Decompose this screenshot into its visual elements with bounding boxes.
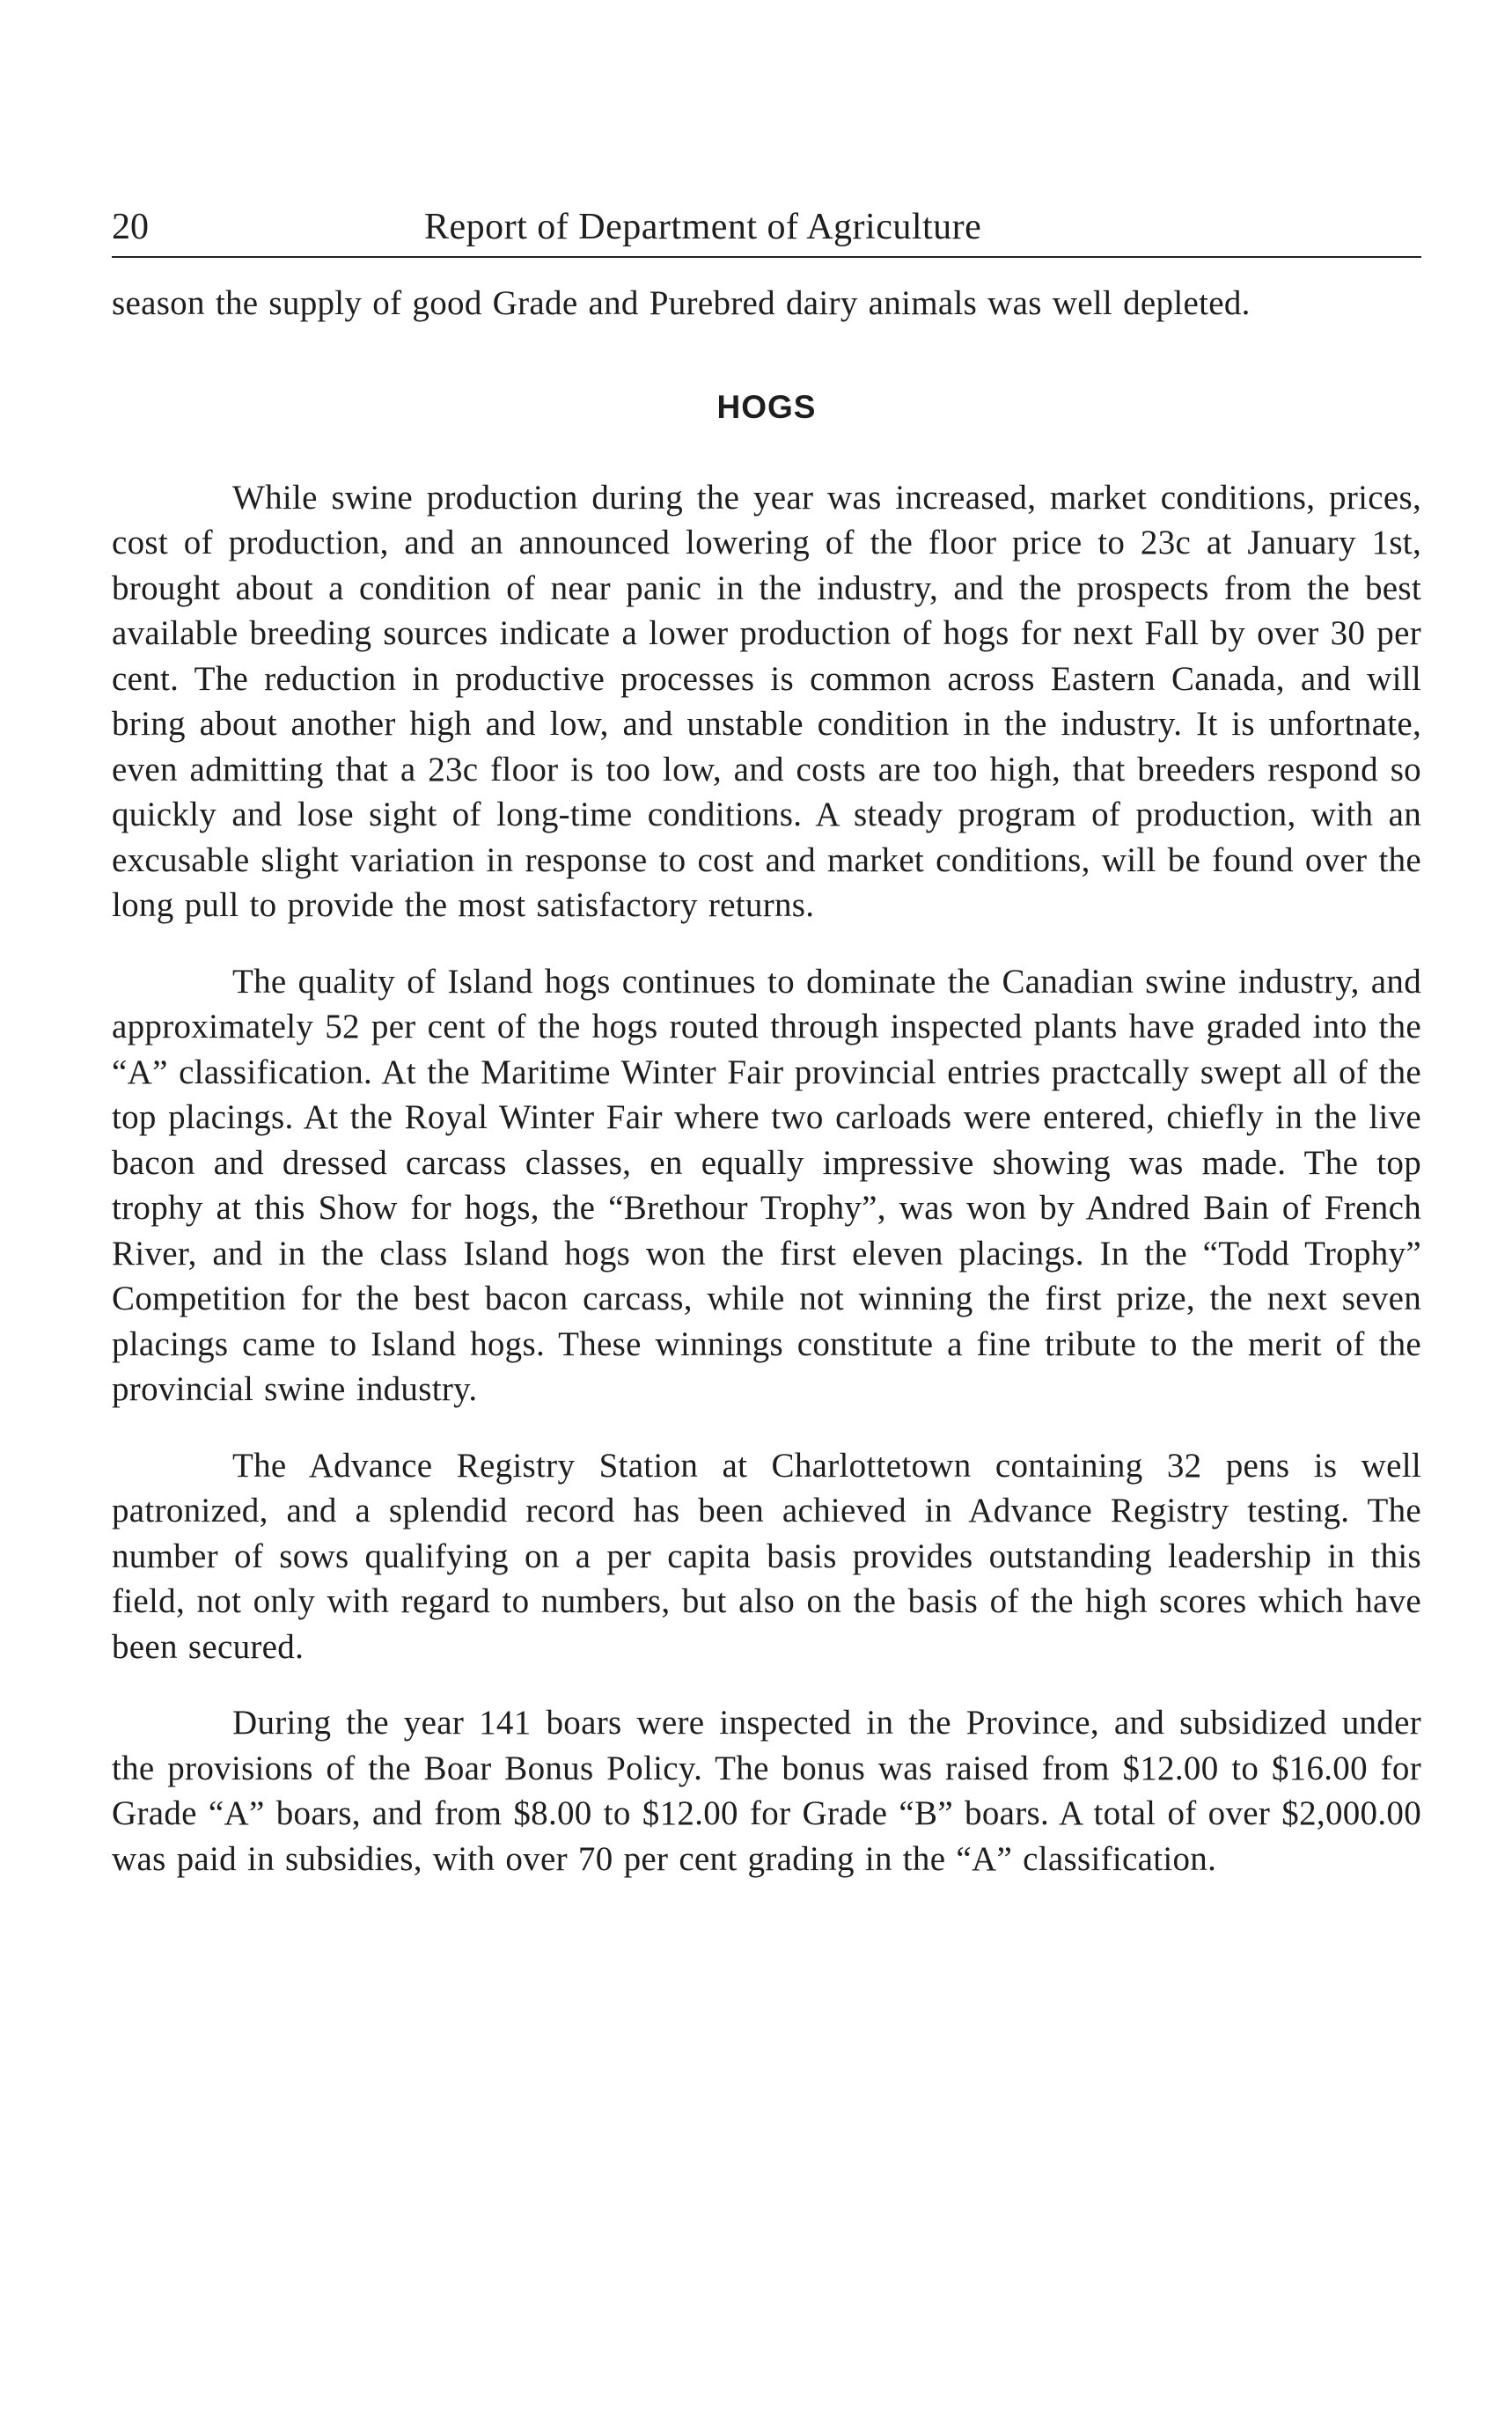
- section-heading: HOGS: [716, 388, 817, 425]
- running-header: [112, 198, 1421, 258]
- paragraph-swine-production: While swine production during the year was increased, market conditions, prices, cost of production, and an announced lowering of the floor price to 23c at January 1st, brought about a condition of near panic in the industry, and the prospects from the best available breeding sources indicate a lower production of hogs for next Fall by over 30 per cent. The reduction in productive processes is common across Eastern Canada, and will bring about another high and low, and unstable condition in the industry. It is unfortnate, even admitting that a 23c floor is too low, and costs are too high, that breeders respond so quickly and lose sight of long-time conditions. A steady program of production, with an excusable slight variation in response to cost and market conditions, will be found over the long pull to provide the most satisfactory returns.: [112, 478, 1421, 924]
- document-page: [112, 198, 1421, 1882]
- paragraph-boar-bonus: During the year 141 boars were inspected in the Province, and subsidized under the provisions of the Boar Bonus Policy. The bonus was raised from $12.00 to $16.00 for Grade “A” boars, and from $8.00 to $12.00 for Grade “B” boars. A total of over $2,000.00 was paid in subsidies, with over 70 per cent grading in the “A” classification.: [112, 1704, 1421, 1878]
- running-title: Report of Department of Agriculture: [424, 207, 982, 247]
- continued-paragraph: season the supply of good Grade and Purebred dairy animals was well depleted.: [112, 284, 1251, 322]
- page-number: 20: [112, 207, 149, 247]
- paragraph-advance-registry: The Advance Registry Station at Charlottetown containing 32 pens is well patronized, and a splendid record has been achieved in Advance Registry testing. The number of sows qualifying on a per capita basis provides outstanding leadership in this field, not only with regard to numbers, but also on the basis of the high scores which have been secured.: [112, 1446, 1421, 1666]
- paragraph-hog-quality: The quality of Island hogs continues to dominate the Canadian swine industry, and approximately 52 per cent of the hogs routed through inspected plants have graded into the “A” classification. At the Maritime Winter Fair provincial entries practcally swept all of the top placings. At the Royal Winter Fair where two carloads were entered, chiefly in the live bacon and dressed carcass classes, en equally impressive showing was made. The top trophy at this Show for hogs, the “Brethour Trophy”, was won by Andred Bain of French River, and in the class Island hogs won the first eleven placings. In the “Todd Trophy” Competition for the best bacon carcass, while not winning the first prize, the next seven placings came to Island hogs. These winnings constitute a fine tribute to the merit of the provincial swine industry.: [112, 962, 1421, 1408]
